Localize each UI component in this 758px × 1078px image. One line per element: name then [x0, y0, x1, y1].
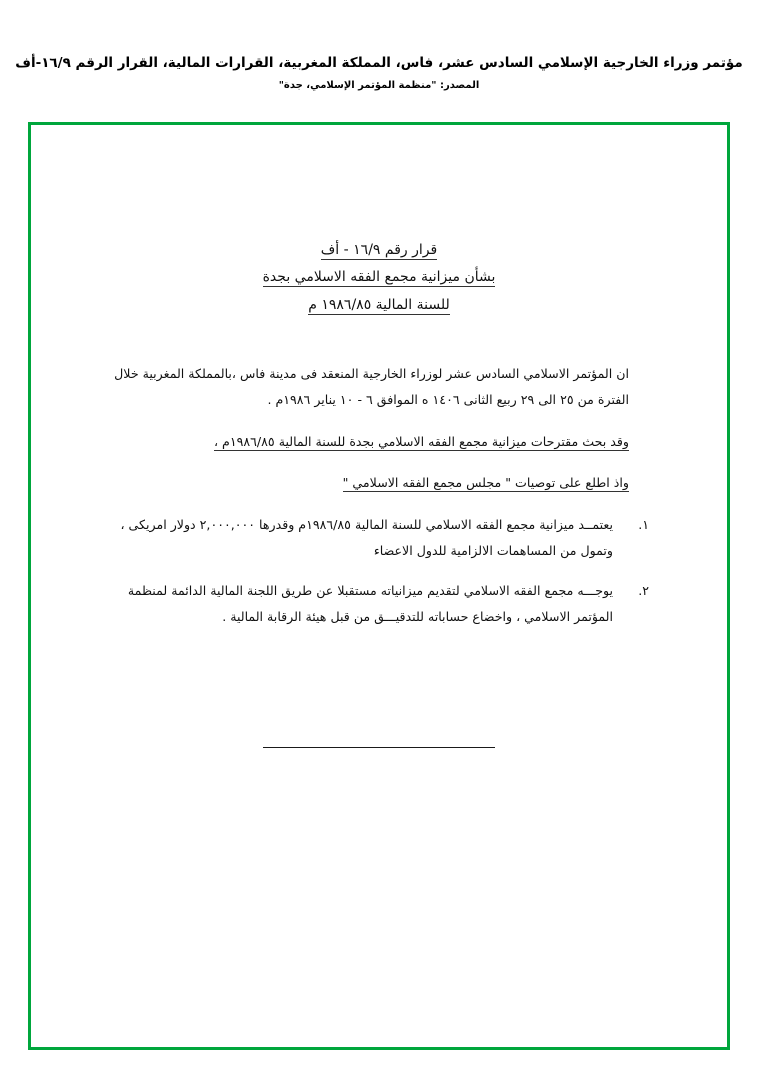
- heading-line-3-text: للسنة المالية ١٩٨٦/٨٥ م: [308, 296, 450, 313]
- preamble-paragraph-1: ان المؤتمر الاسلامي السادس عشر لوزراء الخارجية المنعقد فى مدينة فاس ،بالمملكة المغربية خلال الفترة من ٢٥ الى ٢٩ ربيع الثانى ١٤٠٦ ه الموافق ٦ - ١٠ يناير ١٩٨٦م .: [114, 366, 629, 407]
- scanned-page: [31, 125, 727, 1047]
- signature-rule: [31, 747, 727, 748]
- header-title: مؤتمر وزراء الخارجية الإسلامي السادس عشر، فاس، المملكة المغربية، القرارات المالية، القرار الرقم ١٦/٩-أف: [15, 55, 743, 71]
- heading-line-2: [31, 264, 727, 291]
- preamble-paragraph-3-text: واذ اطلع على توصيات " مجلس مجمع الفقه الاسلامي ": [342, 475, 629, 491]
- document-header: [0, 54, 758, 91]
- heading-line-2-text: بشأن ميزانية مجمع الفقه الاسلامي بجدة: [262, 269, 496, 286]
- heading-line-1: [31, 237, 727, 264]
- header-source: المصدر: "منظمة المؤتمر الإسلامي، جدة": [278, 79, 480, 91]
- clause-item-1: [109, 512, 649, 564]
- signature-line: [263, 747, 495, 748]
- preamble-paragraph-3: [109, 470, 649, 496]
- clause-item-2-number: ٢.: [638, 582, 649, 598]
- document-frame: [28, 122, 730, 1050]
- clause-item-1-text: يعتمــد ميزانية مجمع الفقه الاسلامي للسنة المالية ١٩٨٦/٨٥م وقدرها ٢,٠٠٠,٠٠٠ دولار امريكى ، وتمول من المساهمات الالزامية للدول الاعضاء: [120, 517, 613, 559]
- heading-line-1-text: قرار رقم ١٦/٩ - أف: [320, 242, 438, 258]
- clause-item-2-text: يوجـــه مجمع الفقه الاسلامي لتقديم ميزانياته مستقبلا عن طريق اللجنة المالية الدائمة لمنظمة المؤتمر الاسلامي ، واخضاع حساباته للتدقيـــق من قبل هيئة الرقابة المالية .: [127, 582, 613, 624]
- preamble-paragraph-2: [109, 429, 649, 455]
- clause-item-1-number: ١.: [638, 517, 649, 533]
- preamble-paragraph-2-text: وقد بحث مقترحات ميزانية مجمع الفقه الاسلامي بجدة للسنة المالية ١٩٨٦/٨٥م ،: [213, 433, 629, 449]
- resolution-heading: [31, 237, 727, 319]
- clause-item-2: [109, 578, 649, 630]
- heading-line-3: [31, 292, 727, 319]
- resolution-body: [109, 361, 649, 644]
